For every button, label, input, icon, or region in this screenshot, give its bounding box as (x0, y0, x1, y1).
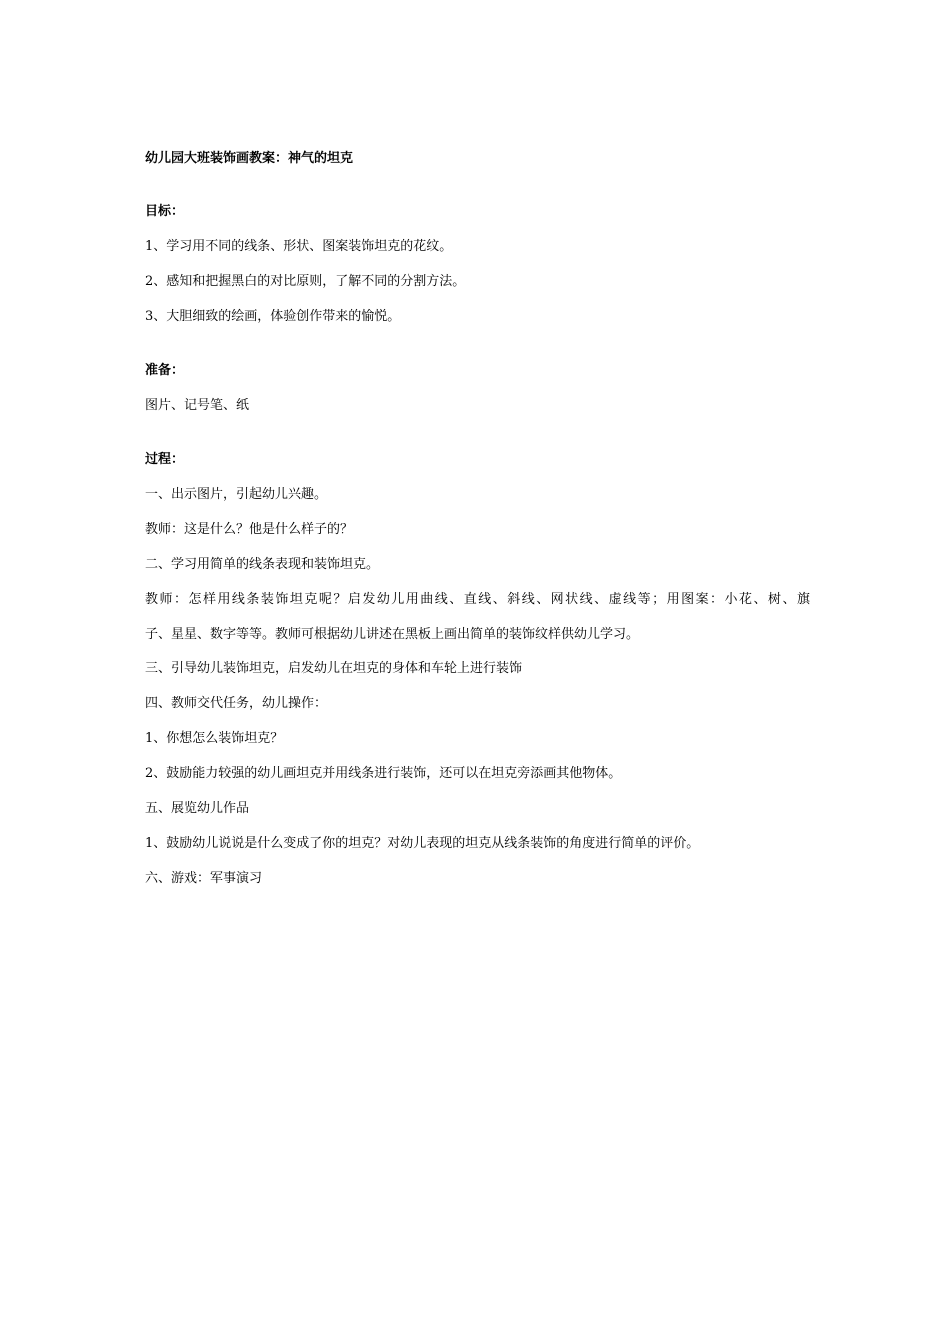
preparation-heading: 准备： (145, 363, 185, 378)
goal-item-1: 1、学习用不同的线条、形状、图案装饰坦克的花纹。 (145, 239, 453, 254)
process-line-6: 三、引导幼儿装饰坦克，启发幼儿在坦克的身体和车轮上进行装饰 (145, 661, 523, 676)
goal-item-2: 2、感知和把握黑白的对比原则，了解不同的分割方法。 (145, 274, 466, 289)
process-line-4: 教师：怎样用线条装饰坦克呢？启发幼儿用曲线、直线、斜线、网状线、虚线等；用图案：小花、树、旗 (145, 592, 810, 607)
document-title: 幼儿园大班装饰画教案：神气的坦克 (145, 151, 354, 166)
process-line-5: 子、星星、数字等等。教师可根据幼儿讲述在黑板上画出简单的装饰纹样供幼儿学习。 (145, 627, 640, 642)
process-line-10: 五、展览幼儿作品 (145, 801, 250, 816)
process-line-12: 六、游戏：军事演习 (145, 871, 263, 886)
process-line-11: 1、鼓励幼儿说说是什么变成了你的坦克？对幼儿表现的坦克从线条装饰的角度进行简单的评价。 (145, 836, 700, 851)
preparation-text: 图片、记号笔、纸 (145, 398, 250, 413)
process-line-1: 一、出示图片，引起幼儿兴趣。 (145, 487, 328, 502)
process-line-2: 教师：这是什么？他是什么样子的？ (145, 522, 354, 537)
process-heading: 过程： (145, 452, 185, 467)
process-line-3: 二、学习用简单的线条表现和装饰坦克。 (145, 557, 380, 572)
process-line-8: 1、你想怎么装饰坦克？ (145, 731, 284, 746)
process-line-7: 四、教师交代任务，幼儿操作： (145, 696, 328, 711)
goal-item-3: 3、大胆细致的绘画，体验创作带来的愉悦。 (145, 309, 401, 324)
goals-heading: 目标： (145, 204, 185, 219)
process-line-9: 2、鼓励能力较强的幼儿画坦克并用线条进行装饰，还可以在坦克旁添画其他物体。 (145, 766, 622, 781)
